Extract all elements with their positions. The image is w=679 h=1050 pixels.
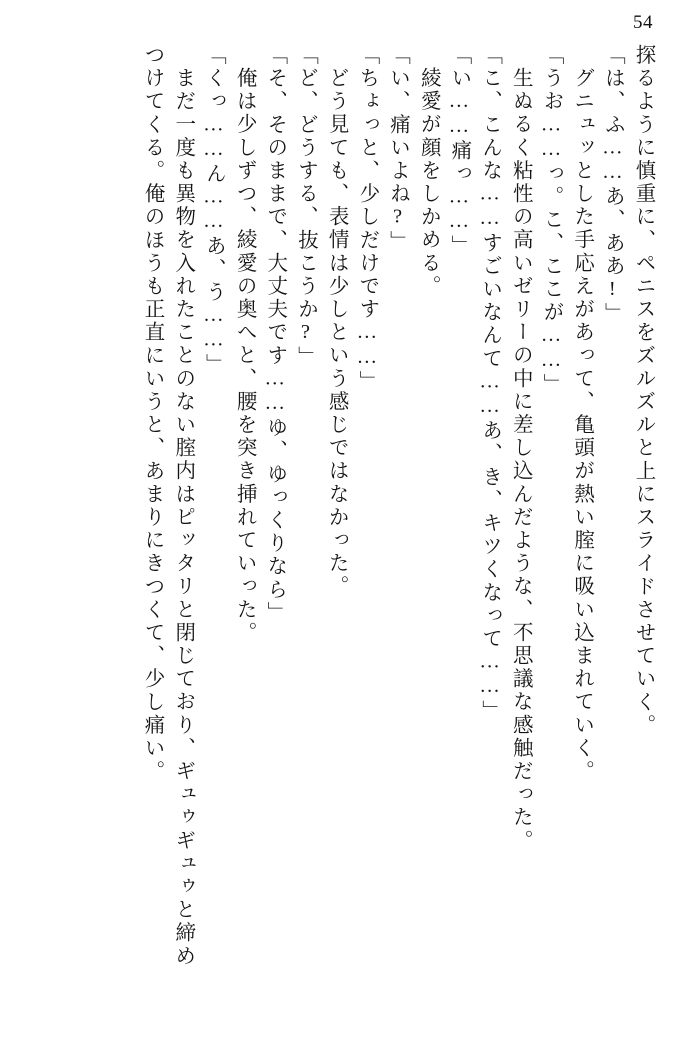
text-line: 「い……痛っ……」 <box>447 44 470 258</box>
text-line: 「は、ふ……あ、ああ!」 <box>601 44 624 326</box>
vertical-text-body <box>26 44 653 1032</box>
text-line: まだ一度も異物を入れたことのない腟内はピッタリと閉じており、ギュゥギュゥと締め <box>171 67 194 968</box>
text-line: 「そ、そのままで、大丈夫です……ゆ、ゆっくりなら」 <box>263 44 286 625</box>
text-line: グニュッとした手応えがあって、亀頭が熱い腟に吸い込まれていく。 <box>570 67 593 784</box>
text-line: 俺は少しずつ、綾愛の奥へと、腰を突き挿れていった。 <box>233 67 256 645</box>
text-line: 「こ、こんな……すごいなんて……あ、き、キツくなって……」 <box>478 44 501 723</box>
text-line: 「い、痛いよね?」 <box>386 44 409 254</box>
text-line: 「うお……っ。こ、ここが……」 <box>539 44 562 397</box>
text-line: 「ちょっと、少しだけです……」 <box>355 44 378 394</box>
text-line: 「ど、どうする、抜こうか?」 <box>294 44 317 369</box>
text-line: 綾愛が顔をしかめる。 <box>417 67 440 298</box>
text-line: 生ぬるく粘性の高いゼリーの中に差し込んだような、不思議な感触だった。 <box>509 67 532 853</box>
text-line: つけてくる。俺のほうも正直にいうと、あまりにきつくて、少し痛い。 <box>141 44 163 784</box>
text-line: どう見ても、表情は少しという感じではなかった。 <box>325 67 348 599</box>
page-number: 54 <box>633 12 653 33</box>
text-line: 探るように慎重に、ペニスをズルズルと上にスライドさせていく。 <box>632 44 654 737</box>
text-line: 「くっ……ん……あ、う……」 <box>202 44 225 377</box>
